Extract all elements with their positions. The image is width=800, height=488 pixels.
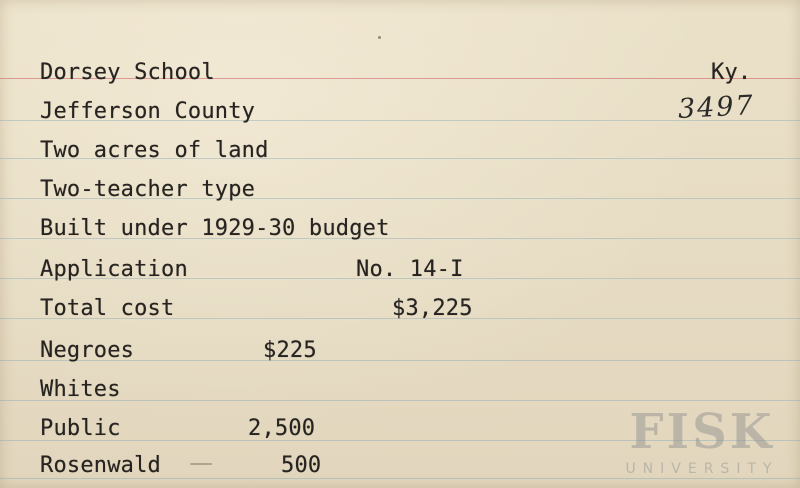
budget-year: Built under 1929-30 budget xyxy=(40,216,390,241)
school-name: Dorsey School xyxy=(40,60,215,85)
school-type: Two-teacher type xyxy=(40,177,256,202)
land-size: Two acres of land xyxy=(40,138,269,163)
contribution-amount-negroes: $225 xyxy=(263,338,317,363)
contribution-label-public: Public xyxy=(40,416,121,441)
application-number: No. 14-I xyxy=(356,257,464,282)
state-abbrev: Ky. xyxy=(711,60,752,85)
total-cost-label: Total cost xyxy=(40,296,175,321)
contribution-label-rosenwald: Rosenwald xyxy=(40,453,162,478)
fisk-university-watermark xyxy=(614,402,790,480)
contribution-label-whites: Whites xyxy=(40,377,121,402)
handwritten-catalog-number: 3497 xyxy=(677,90,756,125)
watermark-subtitle: UNIVERSITY xyxy=(625,461,779,477)
contribution-amount-rosenwald: 500 xyxy=(281,453,322,478)
paper-smudge xyxy=(190,463,212,465)
paper-speck xyxy=(378,36,381,39)
watermark-name: FISK xyxy=(629,404,775,460)
total-cost-value: $3,225 xyxy=(392,296,473,321)
contribution-amount-public: 2,500 xyxy=(248,416,316,441)
county: Jefferson County xyxy=(40,99,256,124)
application-label: Application xyxy=(40,257,188,282)
contribution-label-negroes: Negroes xyxy=(40,338,135,363)
